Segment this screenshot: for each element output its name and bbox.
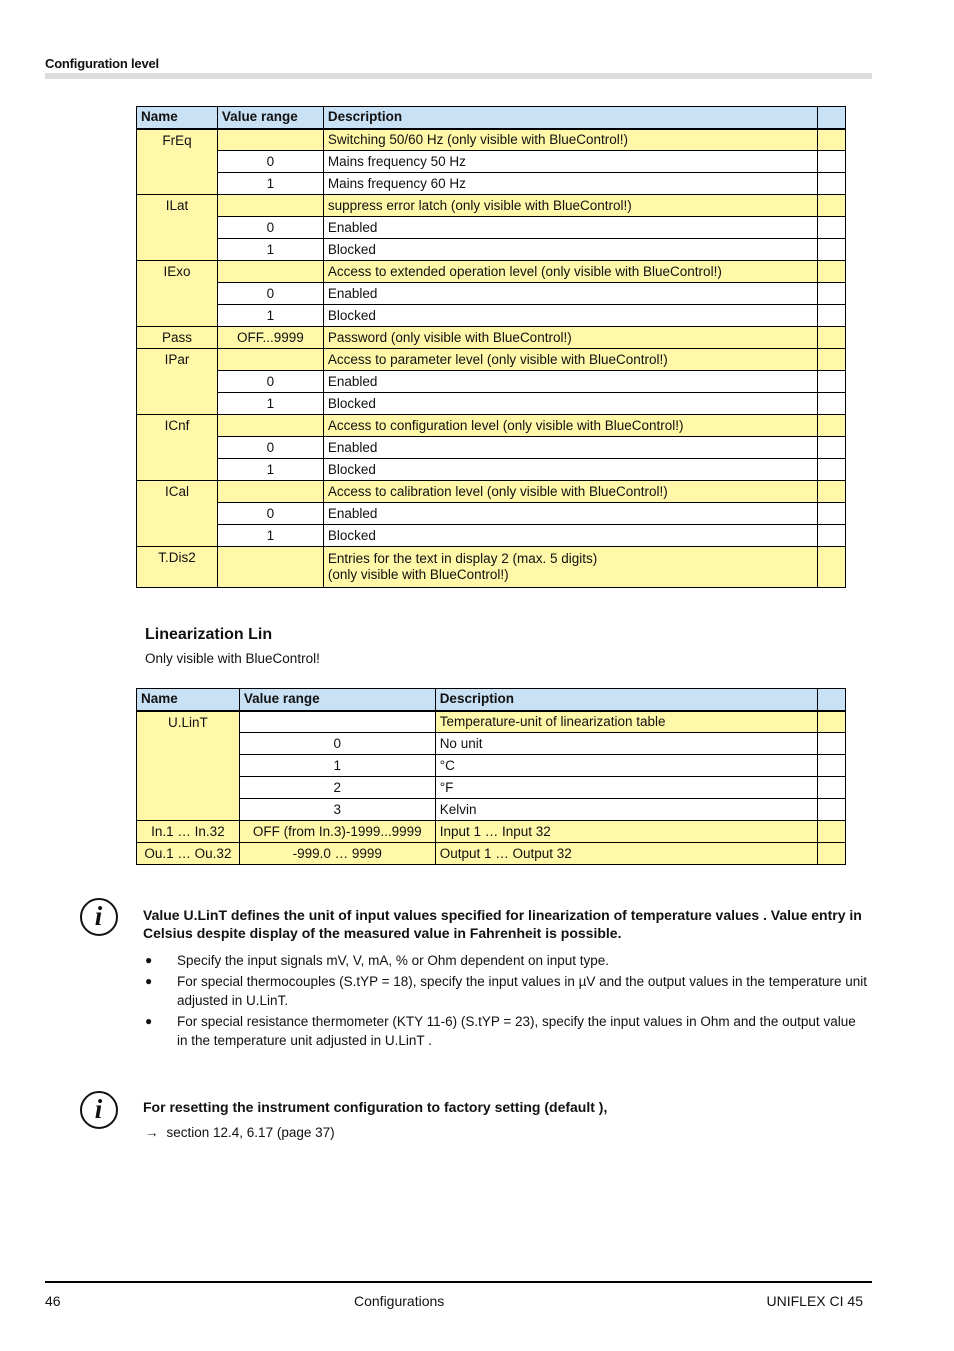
- param-description: Blocked: [323, 459, 817, 481]
- param-description: Enabled: [323, 503, 817, 525]
- param-value: 3: [239, 799, 435, 821]
- cross-reference-text: section 12.4, 6.17 (page 37): [166, 1125, 335, 1140]
- blank-cell: [818, 239, 846, 261]
- linearization-table: [136, 688, 846, 865]
- page-number: 46: [45, 1293, 61, 1309]
- param-description: °C: [435, 755, 817, 777]
- blank-cell: [818, 415, 846, 437]
- table-row: [137, 173, 846, 195]
- table-row: [137, 481, 846, 503]
- param-value: OFF...9999: [217, 327, 323, 349]
- param-name: U.LinT: [137, 711, 240, 821]
- blank-cell: [818, 843, 846, 865]
- param-description: Enabled: [323, 283, 817, 305]
- param-value: [217, 261, 323, 283]
- param-description: suppress error latch (only visible with BlueControl!): [323, 195, 817, 217]
- column-header-description: Description: [435, 689, 817, 711]
- param-value: 0: [239, 733, 435, 755]
- table-row: [137, 777, 846, 799]
- blank-cell: [818, 525, 846, 547]
- param-value: [217, 547, 323, 588]
- section-title: Linearization Lin: [145, 626, 273, 643]
- table-row: [137, 415, 846, 437]
- param-name: ILat: [137, 195, 218, 261]
- param-value: 0: [217, 371, 323, 393]
- blank-cell: [818, 173, 846, 195]
- param-name: IExo: [137, 261, 218, 327]
- bullet-icon: ●: [145, 953, 153, 967]
- configuration-table: [136, 106, 846, 588]
- info-icon-glyph: i: [94, 1094, 103, 1124]
- table-row: [137, 349, 846, 371]
- param-description: °F: [435, 777, 817, 799]
- param-description: Blocked: [323, 525, 817, 547]
- info-icon: [80, 1091, 118, 1129]
- param-name: T.Dis2: [137, 547, 218, 588]
- param-value: [217, 481, 323, 503]
- column-header-name: Name: [137, 689, 240, 711]
- table-header-row: [137, 107, 846, 129]
- table-row: [137, 733, 846, 755]
- param-value: 1: [217, 305, 323, 327]
- param-description: Password (only visible with BlueControl!): [323, 327, 817, 349]
- footer-section: Configurations: [354, 1293, 445, 1309]
- param-name: IPar: [137, 349, 218, 415]
- blank-cell: [818, 459, 846, 481]
- column-header-value-range: Value range: [239, 689, 435, 711]
- footer-product: UNIFLEX CI 45: [766, 1293, 863, 1309]
- param-name: Pass: [137, 327, 218, 349]
- blank-cell: [818, 217, 846, 239]
- blank-cell: [818, 755, 846, 777]
- blank-cell: [818, 503, 846, 525]
- header-rule: [45, 73, 872, 79]
- table-row: [137, 437, 846, 459]
- table-row: [137, 371, 846, 393]
- param-value: [217, 129, 323, 151]
- param-value: 2: [239, 777, 435, 799]
- column-header-value-range: Value range: [217, 107, 323, 129]
- footer-rule: [45, 1281, 872, 1283]
- table-row: [137, 129, 846, 151]
- param-value: 1: [217, 459, 323, 481]
- table-row: [137, 711, 846, 733]
- param-value: [217, 415, 323, 437]
- table-row: [137, 799, 846, 821]
- table-row: [137, 547, 846, 588]
- bullet-icon: ●: [145, 1014, 153, 1028]
- param-value: 0: [217, 283, 323, 305]
- blank-cell: [818, 799, 846, 821]
- page-header-title: Configuration level: [45, 56, 159, 71]
- column-header-blank: [818, 689, 846, 711]
- blank-cell: [818, 349, 846, 371]
- param-name: Ou.1 … Ou.32: [137, 843, 240, 865]
- blank-cell: [818, 547, 846, 588]
- param-description: Access to calibration level (only visible with BlueControl!): [323, 481, 817, 503]
- table-row: [137, 755, 846, 777]
- table-row: [137, 503, 846, 525]
- param-description: Enabled: [323, 437, 817, 459]
- blank-cell: [818, 437, 846, 459]
- column-header-description: Description: [323, 107, 817, 129]
- param-value: 0: [217, 217, 323, 239]
- column-header-name: Name: [137, 107, 218, 129]
- list-item-text: Specify the input signals mV, V, mA, % or Ohm dependent on input type.: [177, 953, 610, 968]
- blank-cell: [818, 151, 846, 173]
- info-icon: [80, 898, 118, 936]
- info-note: For resetting the instrument configuration to factory setting (default ),: [143, 1099, 608, 1115]
- table-row: [137, 459, 846, 481]
- table-row: [137, 843, 846, 865]
- bullet-icon: ●: [145, 974, 153, 988]
- table-row: [137, 283, 846, 305]
- param-value: 0: [217, 151, 323, 173]
- table-row: [137, 393, 846, 415]
- blank-cell: [818, 327, 846, 349]
- param-value: 1: [239, 755, 435, 777]
- table-row: [137, 195, 846, 217]
- blank-cell: [818, 261, 846, 283]
- blank-cell: [818, 481, 846, 503]
- param-value: 1: [217, 393, 323, 415]
- table-header-row: [137, 689, 846, 711]
- param-value: 1: [217, 173, 323, 195]
- param-value: OFF (from In.3)-1999...9999: [239, 821, 435, 843]
- table-row: [137, 261, 846, 283]
- param-name: FrEq: [137, 129, 218, 195]
- param-name: ICnf: [137, 415, 218, 481]
- param-value: 0: [217, 503, 323, 525]
- blank-cell: [818, 283, 846, 305]
- table-row: [137, 217, 846, 239]
- blank-cell: [818, 733, 846, 755]
- param-description: Mains frequency 60 Hz: [323, 173, 817, 195]
- arrow-right-icon: →: [145, 1125, 159, 1140]
- blank-cell: [818, 371, 846, 393]
- bullet-list: [143, 951, 868, 1052]
- table-row: [137, 525, 846, 547]
- list-item-text: For special resistance thermometer (KTY 11-6) (S.tYP = 23), specify the input values in Ohm and the output value in the temperature unit adjusted in U.LinT .: [177, 1014, 856, 1048]
- info-note: Value U.LinT defines the unit of input values specified for linearization of temperature values . Value entry in Celsius despite display of the measured value in Fahrenheit is possible.: [143, 907, 862, 941]
- param-name: In.1 … In.32: [137, 821, 240, 843]
- list-item: [143, 1012, 868, 1050]
- param-description: Temperature-unit of linearization table: [435, 711, 817, 733]
- param-description: Blocked: [323, 305, 817, 327]
- param-description: No unit: [435, 733, 817, 755]
- section-subtitle: Only visible with BlueControl!: [145, 651, 320, 666]
- blank-cell: [818, 195, 846, 217]
- list-item: [143, 951, 868, 970]
- column-header-blank: [818, 107, 846, 129]
- param-value: [239, 711, 435, 733]
- param-value: 1: [217, 239, 323, 261]
- param-description: Kelvin: [435, 799, 817, 821]
- param-description: Mains frequency 50 Hz: [323, 151, 817, 173]
- description-line: Entries for the text in display 2 (max. 5 digits): [327, 551, 598, 567]
- table-row: [137, 151, 846, 173]
- cross-reference: [145, 1125, 335, 1140]
- param-description: Access to extended operation level (only visible with BlueControl!): [323, 261, 817, 283]
- table-row: [137, 327, 846, 349]
- param-value: [217, 349, 323, 371]
- info-icon-glyph: i: [94, 901, 103, 931]
- param-description: Blocked: [323, 393, 817, 415]
- param-description: Access to parameter level (only visible with BlueControl!): [323, 349, 817, 371]
- table-row: [137, 239, 846, 261]
- blank-cell: [818, 393, 846, 415]
- param-description: Input 1 … Input 32: [435, 821, 817, 843]
- blank-cell: [818, 777, 846, 799]
- blank-cell: [818, 711, 846, 733]
- param-value: -999.0 … 9999: [239, 843, 435, 865]
- param-description: [323, 547, 817, 588]
- param-value: 1: [217, 525, 323, 547]
- param-description: Switching 50/60 Hz (only visible with BlueControl!): [323, 129, 817, 151]
- param-value: [217, 195, 323, 217]
- param-value: 0: [217, 437, 323, 459]
- param-name: ICal: [137, 481, 218, 547]
- param-description: Output 1 … Output 32: [435, 843, 817, 865]
- list-item: [143, 972, 868, 1010]
- param-description: Enabled: [323, 217, 817, 239]
- description-line: (only visible with BlueControl!): [327, 567, 509, 582]
- blank-cell: [818, 305, 846, 327]
- param-description: Enabled: [323, 371, 817, 393]
- blank-cell: [818, 821, 846, 843]
- table-row: [137, 821, 846, 843]
- list-item-text: For special thermocouples (S.tYP = 18), specify the input values in µV and the output values in the temperature unit adjusted in U.LinT.: [177, 974, 868, 1008]
- blank-cell: [818, 129, 846, 151]
- table-row: [137, 305, 846, 327]
- param-description: Access to configuration level (only visible with BlueControl!): [323, 415, 817, 437]
- param-description: Blocked: [323, 239, 817, 261]
